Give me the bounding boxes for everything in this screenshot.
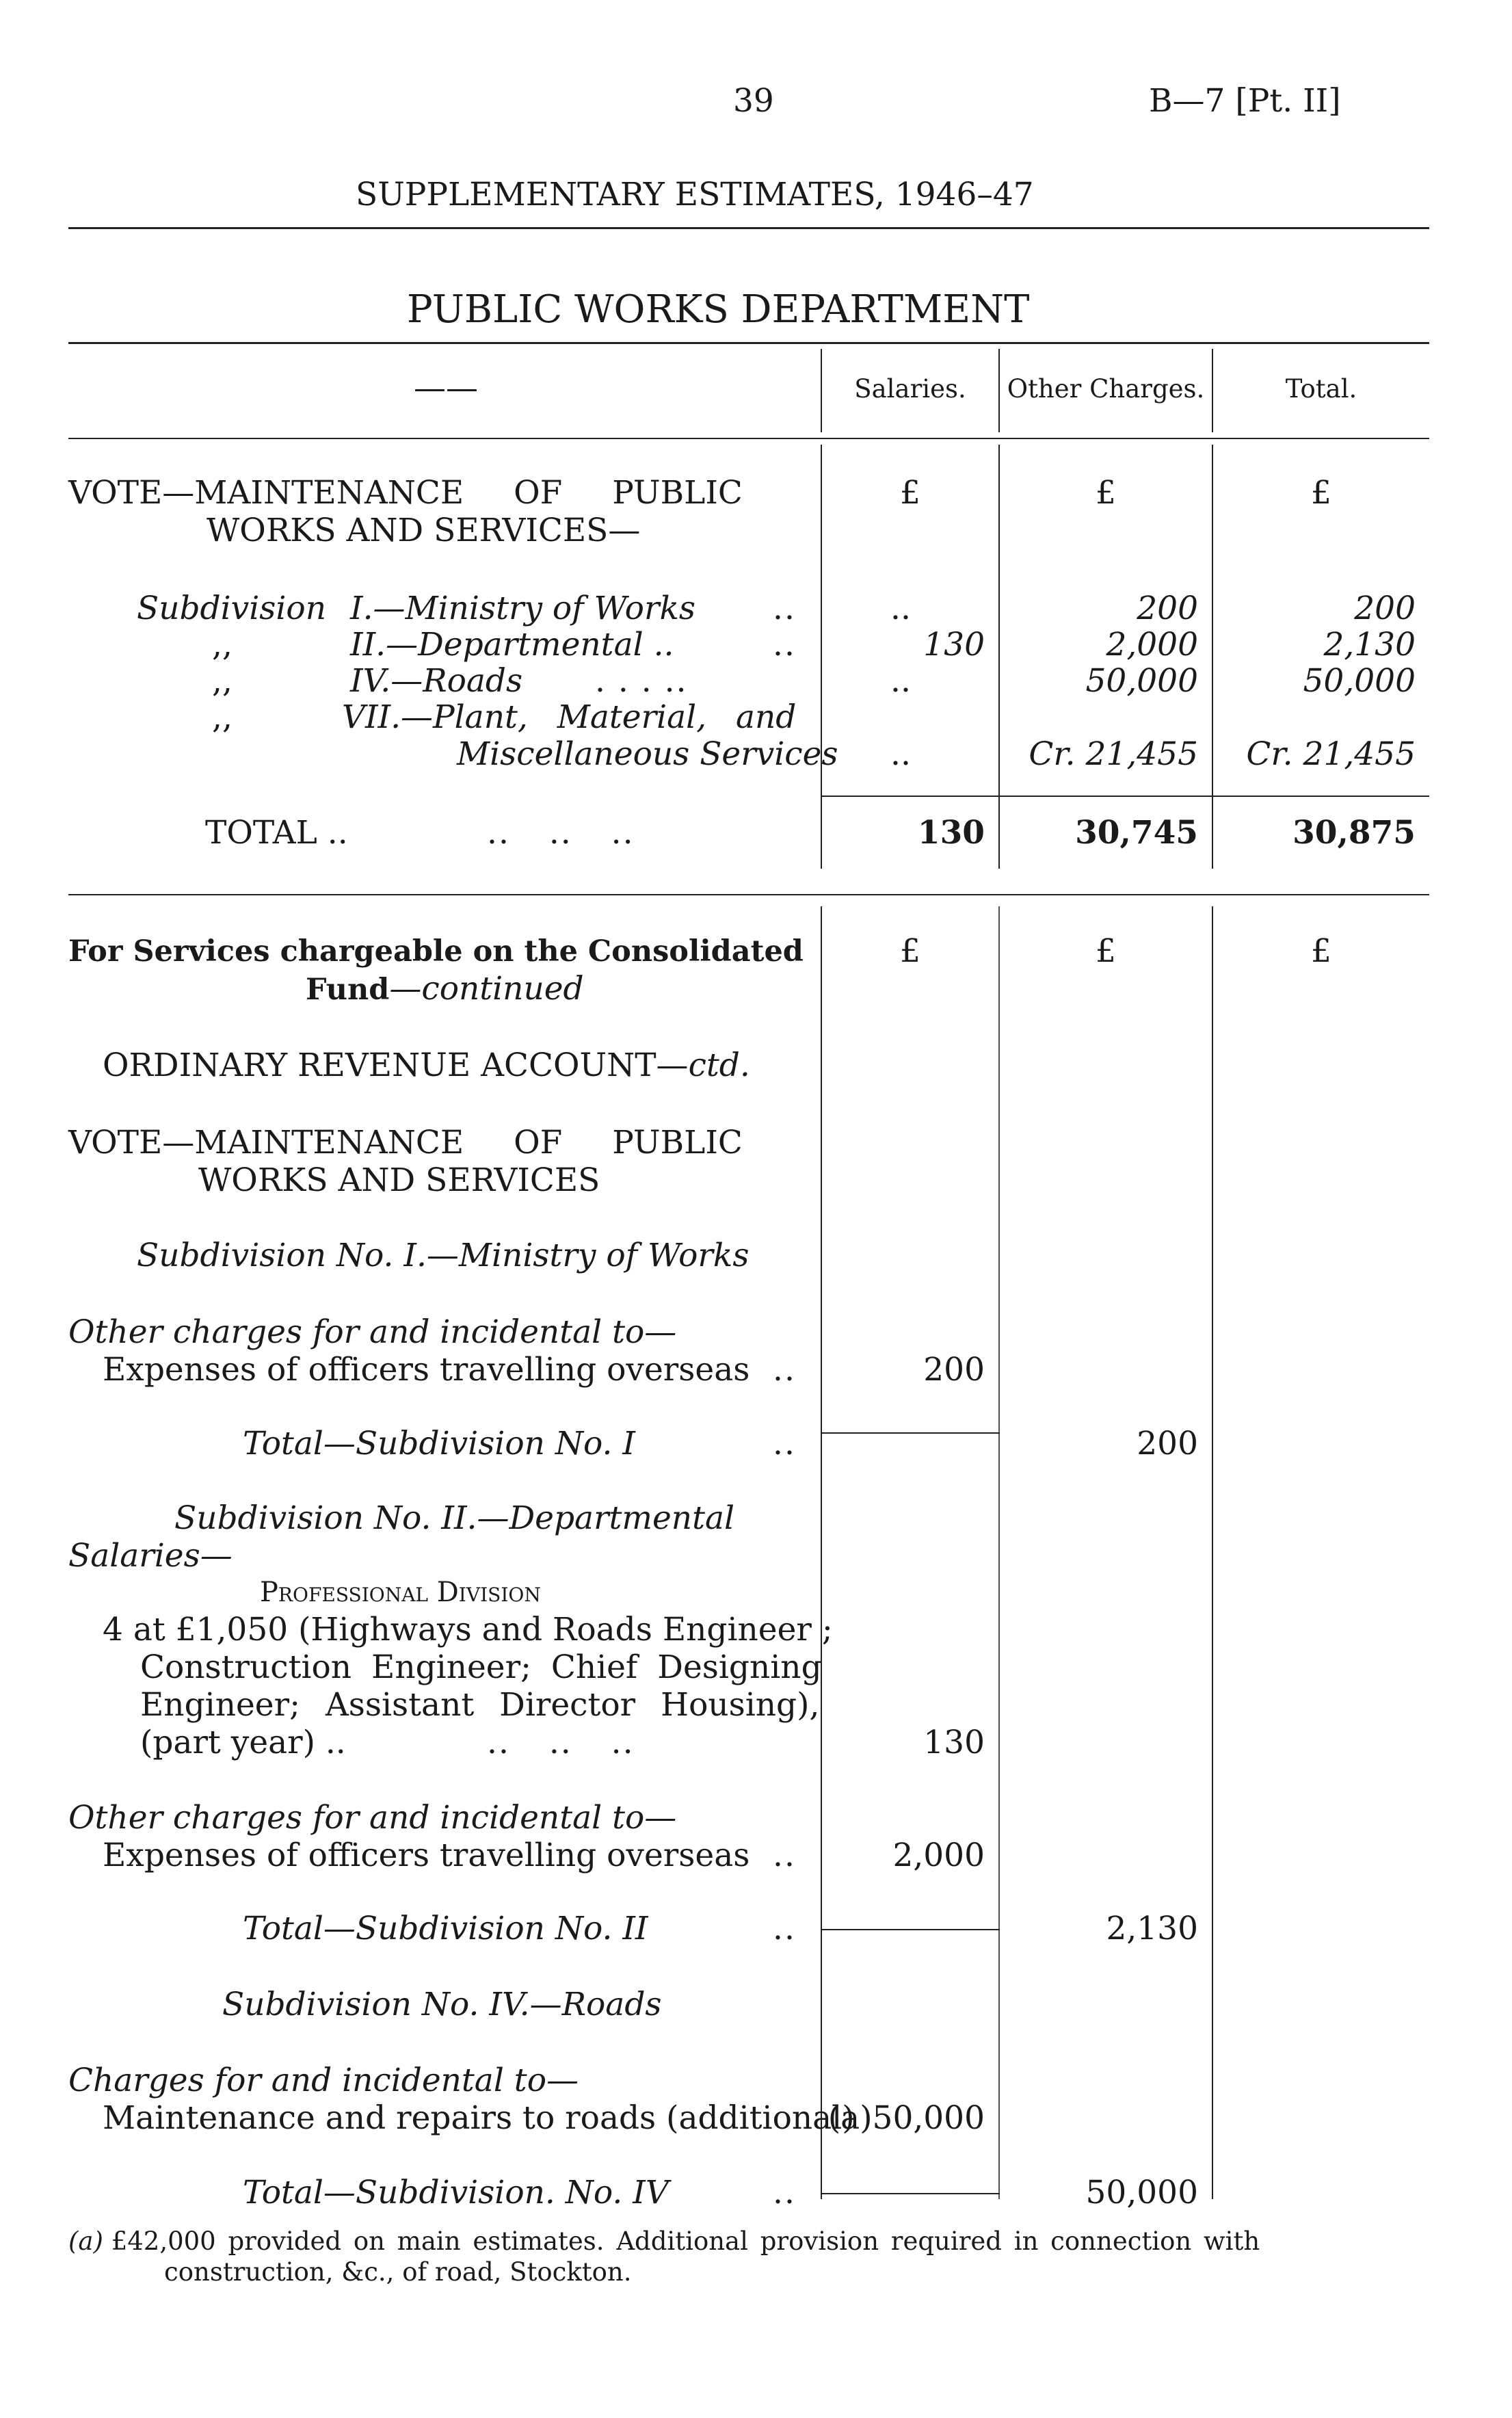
summary-row-leader: ..	[773, 590, 796, 627]
summary-row-other: 200	[1137, 590, 1198, 627]
summary-row-prefix: ,,	[212, 662, 233, 700]
summary-vote-title-line2: WORKS AND SERVICES—	[207, 512, 641, 549]
salaries-column-header: Salaries.	[854, 374, 966, 404]
fund-label: Fund	[306, 973, 390, 1007]
consolidated-fund-heading: For Services chargeable on the Consolidated	[68, 934, 804, 969]
subdivision-2-total-leader: ..	[773, 1910, 796, 1947]
summary-row-other: 2,000	[1106, 626, 1198, 663]
subdivision-1-heading: Subdivision No. I.—Ministry of Works	[137, 1237, 750, 1274]
summary-row-total: 2,130	[1323, 626, 1416, 663]
summary-total-currency: £	[1311, 474, 1331, 512]
detail-total-currency: £	[1311, 932, 1331, 970]
subdivision-4-charges-heading: Charges for and incidental to—	[68, 2062, 579, 2099]
total-column-header: Total.	[1285, 374, 1357, 404]
summary-row-salaries: ..	[890, 590, 911, 627]
subdivision-4-item-amount: (a)50,000	[827, 2099, 985, 2137]
sub1-total-rule	[821, 1432, 1000, 1434]
summary-row-leader: ..	[773, 626, 796, 663]
summary-row-other: 50,000	[1085, 662, 1198, 700]
summary-row-salaries: ..	[890, 735, 911, 773]
page-number: 39	[733, 82, 774, 120]
summary-row-prefix: Subdivision	[137, 590, 326, 627]
subdivision-2-total-label: Total—Subdivision No. II	[243, 1910, 648, 1947]
subdivision-1-item-leader: ..	[773, 1351, 796, 1389]
summary-total-total: 30,875	[1292, 814, 1416, 852]
subdivision-4-heading: Subdivision No. IV.—Roads	[222, 1986, 662, 2023]
summary-row-salaries: ..	[890, 662, 911, 700]
summary-total-leader: .. .. ..	[487, 814, 635, 852]
summary-total-rule	[821, 796, 1429, 797]
subdivision-1-item: Expenses of officers travelling overseas	[103, 1351, 750, 1389]
summary-row-total: Cr. 21,455	[1246, 735, 1416, 773]
revenue-ctd-label: ctd.	[688, 1047, 750, 1084]
section-separator-rule	[68, 894, 1429, 895]
subdivision-4-total: 50,000	[1085, 2174, 1198, 2211]
summary-row-label-continued: Miscellaneous Services	[457, 735, 838, 773]
summary-row-label: II.—Departmental ..	[350, 626, 674, 663]
column-header-rule	[68, 438, 1429, 439]
continued-label: —continued	[389, 970, 584, 1008]
detail-divider-total	[1212, 906, 1213, 2199]
subdivision-1-total-label: Total—Subdivision No. I	[243, 1425, 635, 1462]
subdivision-4-total-leader: ..	[773, 2174, 796, 2211]
page-title: SUPPLEMENTARY ESTIMATES, 1946–47	[356, 176, 1034, 213]
summary-row-label: IV.—Roads	[350, 662, 523, 700]
summary-total-other: 30,745	[1075, 814, 1198, 852]
revenue-account-label: ORDINARY REVENUE ACCOUNT—	[103, 1047, 689, 1084]
summary-vote-title-line1: VOTE—MAINTENANCE OF PUBLIC	[68, 474, 743, 512]
other-charges-column-header: Other Charges.	[1007, 374, 1205, 404]
summary-total-salaries: 130	[917, 814, 985, 852]
subdivision-2-item-leader: ..	[773, 1837, 796, 1874]
summary-row-total: 50,000	[1303, 662, 1416, 700]
detail-vote-title-line2: WORKS AND SERVICES	[198, 1161, 600, 1199]
sub2-total-rule	[821, 1929, 1000, 1930]
detail-vote-title-line1: VOTE—MAINTENANCE OF PUBLIC	[68, 1124, 743, 1161]
subdivision-2-heading: Subdivision No. II.—Departmental	[174, 1499, 735, 1537]
document-reference: B—7 [Pt. II]	[1149, 82, 1341, 120]
detail-other-currency: £	[1096, 932, 1116, 970]
footnote-text: £42,000 provided on main estimates. Additional provision required in connection with	[111, 2226, 1260, 2256]
subdivision-2-item: Expenses of officers travelling overseas	[103, 1837, 750, 1874]
footnote-line-1	[68, 2226, 1260, 2257]
professional-line-4-leader: .. .. ..	[487, 1724, 635, 1761]
summary-row-total: 200	[1354, 590, 1416, 627]
summary-row-prefix: ,,	[212, 698, 233, 736]
subdivision-2-charges-heading: Other charges for and incidental to—	[68, 1799, 677, 1837]
salaries-heading: Salaries—	[68, 1537, 233, 1575]
summary-row-label: I.—Ministry of Works	[350, 590, 696, 627]
professional-amount: 130	[923, 1724, 985, 1761]
professional-line-4: (part year) ..	[140, 1724, 346, 1761]
summary-other-currency: £	[1096, 474, 1116, 512]
subdivision-2-total: 2,130	[1106, 1910, 1198, 1947]
detail-divider-salaries	[821, 906, 822, 2199]
professional-line-1: 4 at £1,050 (Highways and Roads Engineer ;	[103, 1611, 833, 1648]
header-rule	[68, 227, 1429, 229]
professional-line-2: Construction Engineer; Chief Designing	[140, 1648, 822, 1686]
summary-row-label: VII.—Plant, Material, and	[342, 698, 797, 736]
blank-column-header: ——	[414, 369, 478, 407]
subdivision-1-total-leader: ..	[773, 1425, 796, 1462]
professional-line-3: Engineer; Assistant Director Housing),	[140, 1686, 820, 1724]
subdivision-1-item-amount: 200	[923, 1351, 985, 1389]
detail-salaries-currency: £	[900, 932, 920, 970]
summary-total-label: TOTAL ..	[205, 814, 348, 852]
subdivision-4-item: Maintenance and repairs to roads (additional)	[103, 2099, 855, 2137]
sub4-total-rule	[821, 2193, 1000, 2194]
ordinary-revenue-account-heading	[103, 1047, 750, 1085]
subdivision-4-total-label: Total—Subdivision. No. IV	[243, 2174, 669, 2211]
table-top-rule	[68, 342, 1429, 344]
footnote-line-2: construction, &c., of road, Stockton.	[164, 2257, 632, 2287]
department-title: PUBLIC WORKS DEPARTMENT	[407, 287, 1030, 332]
summary-salaries-currency: £	[900, 474, 920, 512]
professional-division-heading: Professional Division	[260, 1577, 541, 1608]
subdivision-1-charges-heading: Other charges for and incidental to—	[68, 1313, 677, 1351]
summary-row-leader: . . . ..	[595, 662, 688, 700]
detail-divider-other	[998, 906, 1000, 2199]
fund-continued-heading	[306, 970, 584, 1009]
summary-row-other: Cr. 21,455	[1029, 735, 1198, 773]
footnote-mark: (a)	[68, 2226, 103, 2256]
subdivision-1-total: 200	[1137, 1425, 1198, 1462]
subdivision-2-item-amount: 2,000	[892, 1837, 985, 1874]
summary-row-prefix: ,,	[212, 626, 233, 663]
summary-row-salaries: 130	[923, 626, 985, 663]
